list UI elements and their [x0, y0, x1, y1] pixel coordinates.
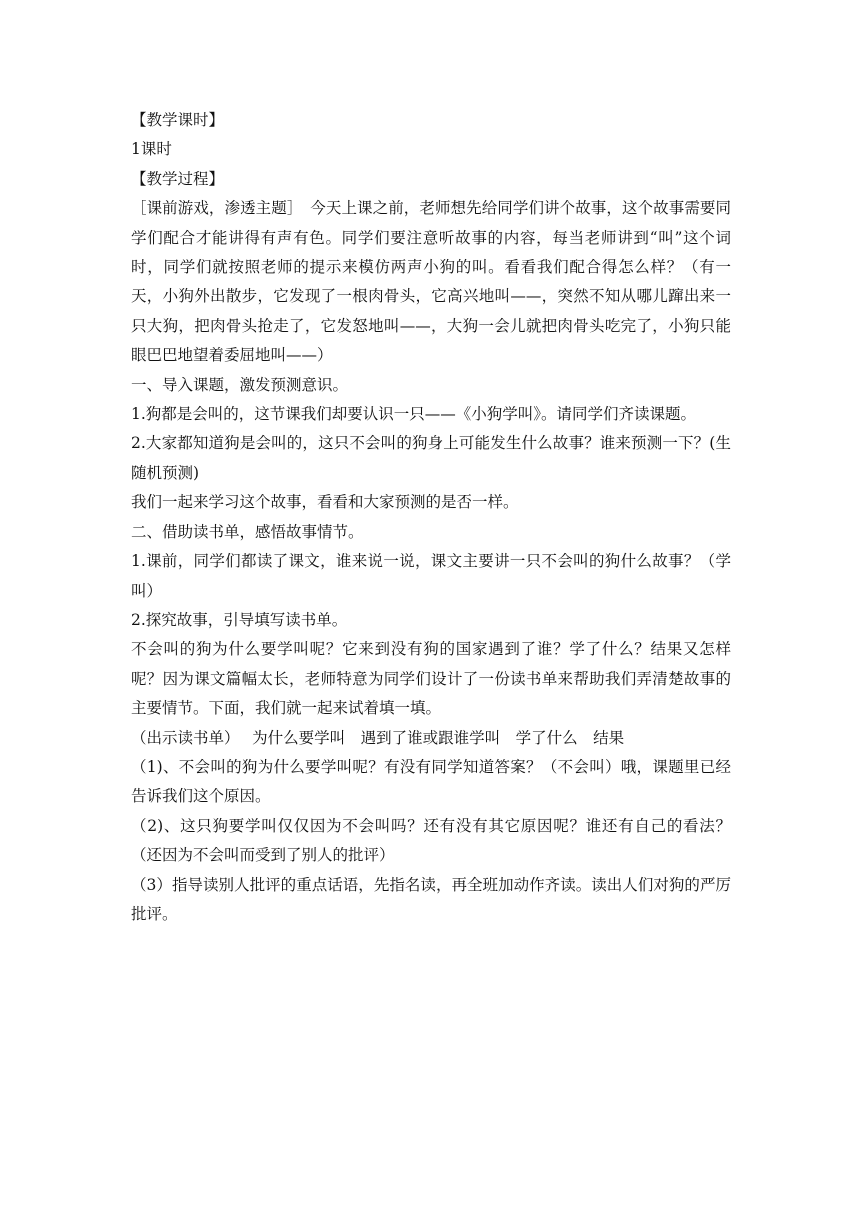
document-body	[131, 106, 731, 929]
section-heading-lesson-time: 【教学课时】	[131, 111, 225, 129]
paragraph-item-1-1: 1.狗都是会叫的，这节课我们却要认识一只——《小狗学叫》。请同学们齐读课题。	[131, 405, 697, 424]
heading-part-one: 一、导入课题，激发预测意识。	[131, 375, 349, 394]
paragraph-item-2-2: 2.探究故事，引导填写读书单。	[131, 610, 348, 629]
lesson-time-value: 1课时	[131, 140, 172, 159]
paragraph-sub-1: （1)、不会叫的狗为什么要学叫呢？有没有同学知道答案？（不会叫）哦，课题里已经告诉我们这个原因。	[131, 757, 731, 806]
paragraph-warmup-game: ［课前游戏，渗透主题］ 今天上课之前，老师想先给同学们讲个故事，这个故事需要同学们配合才能讲得有声有色。同学们要注意听故事的内容，每当老师讲到“叫”这个词时，同学们就按照老师的提示来模仿两声小狗的叫。看看我们配合得怎么样？（有一天，小狗外出散步，它发现了一根肉骨头，它高兴地叫——，突然不知从哪儿蹿出来一只大狗，把肉骨头抢走了，它发怒地叫——，大狗一会儿就把肉骨头吃完了，小狗只能眼巴巴地望着委屈地叫——）	[131, 199, 731, 365]
paragraph-reading-sheet-columns: （出示读书单） 为什么要学叫 遇到了谁或跟谁学叫 学了什么 结果	[131, 728, 625, 747]
paragraph-item-2-1: 1.课前，同学们都读了课文，谁来说一说，课文主要讲一只不会叫的狗什么故事？（学叫）	[131, 552, 731, 600]
paragraph-sub-2: （2)、这只狗要学叫仅仅因为不会叫吗？还有没有其它原因呢？谁还有自己的看法？（还因为不会叫而受到了别人的批评）	[131, 816, 731, 865]
paragraph-sub-3: （3）指导读别人批评的重点话语，先指名读，再全班加动作齐读。读出人们对狗的严厉批评。	[131, 875, 731, 923]
paragraph-transition: 我们一起来学习这个故事，看看和大家预测的是否一样。	[131, 493, 519, 512]
paragraph-reading-sheet-intro: 不会叫的狗为什么要学叫呢？它来到没有狗的国家遇到了谁？学了什么？结果又怎样呢？因为课文篇幅太长，老师特意为同学们设计了一份读书单来帮助我们弄清楚故事的主要情节。下面，我们就一起来试着填一填。	[131, 640, 731, 718]
paragraph-item-1-2: 2.大家都知道狗是会叫的，这只不会叫的狗身上可能发生什么故事？谁来预测一下？(生随机预测)	[131, 434, 731, 482]
section-heading-teaching-process: 【教学过程】	[131, 169, 225, 188]
heading-part-two: 二、借助读书单，感悟故事情节。	[131, 522, 364, 541]
